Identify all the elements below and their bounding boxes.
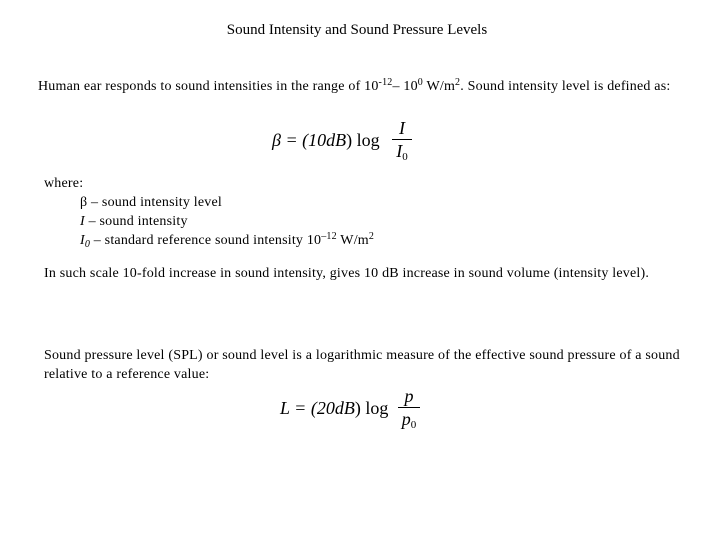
where-item-reference: $I_0$ – standard reference sound intensity $10^{-12}$ $W/m^2$ — [80, 231, 375, 250]
formula-log: ) log — [346, 130, 380, 150]
intro-exponent-c: 2 — [455, 77, 461, 88]
formula-numerator: I — [399, 118, 405, 138]
where-heading: where: — [44, 176, 84, 191]
intro-exponent-b: 0 — [417, 77, 423, 88]
where-item-intensity: I – sound intensity — [80, 214, 188, 229]
formula-fraction — [392, 118, 412, 161]
formula-denominator: $I_0$ — [396, 141, 408, 163]
formula-db-unit: dB — [326, 130, 347, 150]
spl-note: Sound pressure level (SPL) or sound level is a logarithmic measure of the effective sound pressure of a sound relative to a reference value: — [44, 348, 680, 382]
formula-denominator: $p_0$ — [401, 409, 417, 431]
intro-text-a: Human ear responds to sound intensities in the range of 10 — [38, 79, 379, 94]
intro-text-d: . Sound intensity level is defined as: — [460, 79, 671, 94]
formula-fraction — [398, 386, 420, 429]
intensity-level-formula — [272, 118, 422, 176]
where-item-beta: β – sound intensity level — [80, 195, 223, 210]
intro-exponent-a: -12 — [378, 77, 393, 88]
fraction-bar — [398, 407, 420, 408]
where-block — [44, 174, 684, 250]
formula-numerator: p — [404, 386, 414, 406]
formula-beta: β = (10 — [272, 130, 327, 150]
page-title: Sound Intensity and Sound Pressure Levels — [226, 22, 488, 38]
formula-l: L = (20 — [280, 398, 335, 418]
intro-text-b: – 10 — [392, 79, 418, 94]
formula-db-unit: dB — [334, 398, 355, 418]
intro-text-c: W/m — [423, 79, 456, 94]
fraction-bar — [392, 139, 412, 140]
formula-log: ) log — [354, 398, 389, 418]
scale-note: In such scale 10-fold increase in sound intensity, gives 10 dB increase in sound volume (intensity level). — [44, 266, 650, 281]
intro-paragraph — [38, 77, 688, 96]
sound-pressure-level-formula — [280, 386, 430, 444]
